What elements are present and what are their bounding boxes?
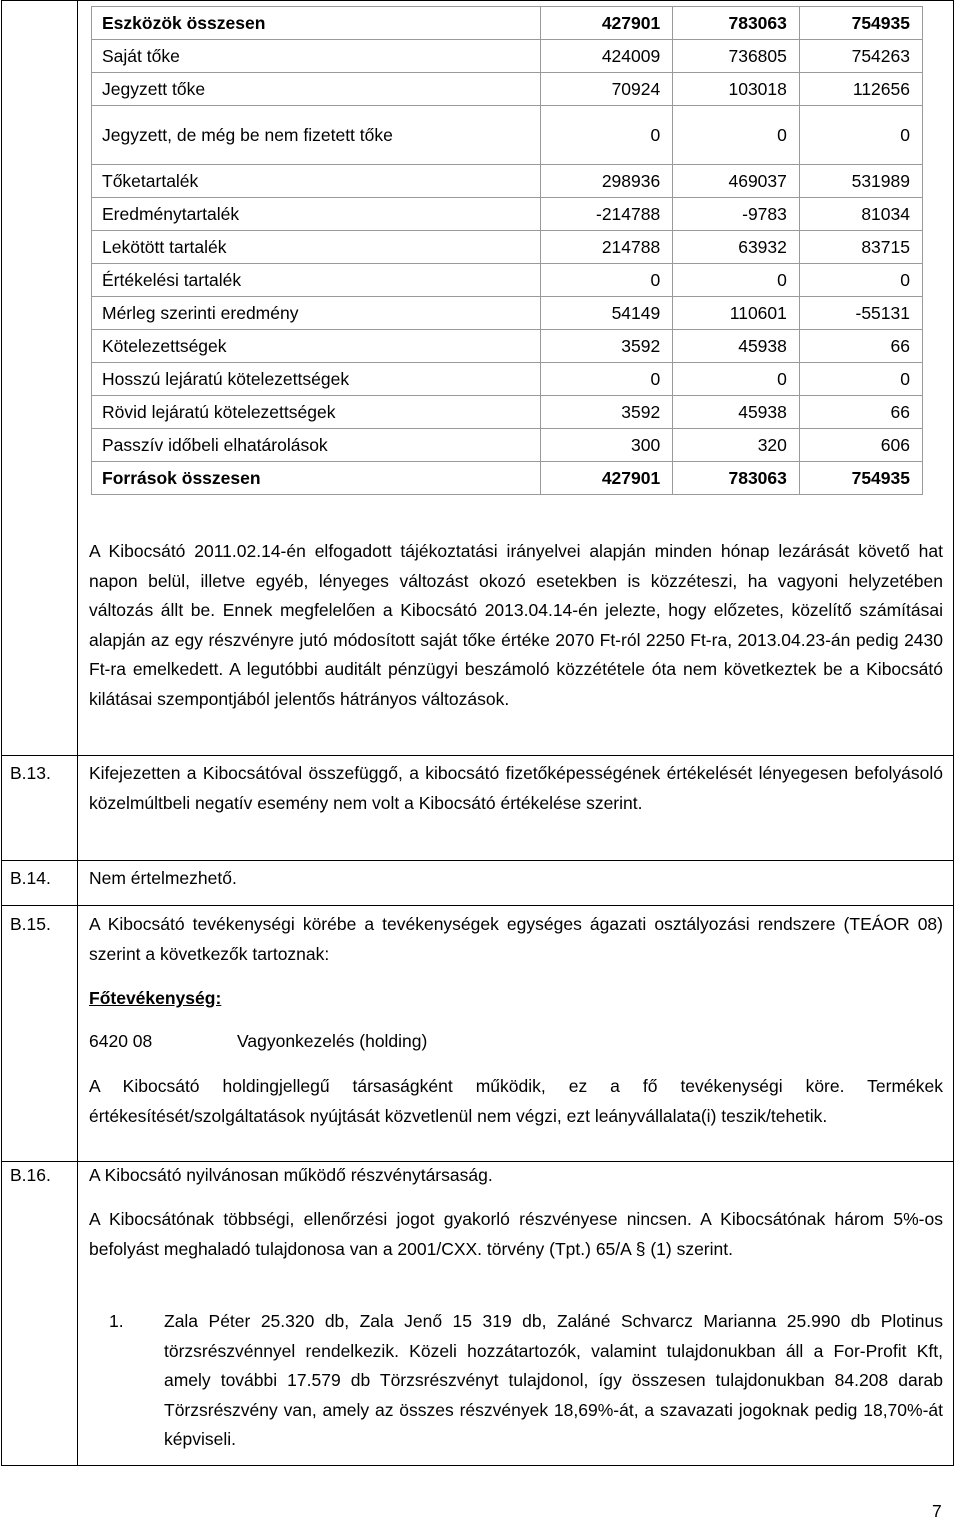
table-row — [92, 330, 923, 363]
cell-value-2: 0 — [673, 106, 800, 165]
cell-value-2: 45938 — [673, 330, 800, 363]
b16-text: A Kibocsátó nyilvánosan működő részvénytársaság. — [89, 1165, 493, 1185]
b13-text: Kifejezetten a Kibocsátóval összefüggő, a kibocsátó fizetőképességének értékelését lényegesen befolyásoló közelmúltbeli negatív esemény nem volt a Kibocsátó értékelése szerint. — [89, 763, 943, 813]
b13-label: B.13. — [10, 763, 51, 783]
cell-value-2: -9783 — [673, 198, 800, 231]
cell-value-3: 83715 — [799, 231, 922, 264]
table-row — [92, 297, 923, 330]
activity-code: 6420 08 — [89, 1031, 153, 1051]
table-row — [92, 198, 923, 231]
table-row — [92, 106, 923, 165]
cell-value-2: 63932 — [673, 231, 800, 264]
b15-text: A Kibocsátó tevékenységi körébe a tevékenységek egységes ágazati osztályozási rendszere (TEÁOR 08) szerint a következők tartoznak: — [89, 914, 943, 964]
cell-value-1: 298936 — [541, 165, 673, 198]
cell-label: Mérleg szerinti eredmény — [92, 297, 541, 330]
b15-main-activity-heading: Főtevékenység: — [89, 988, 222, 1008]
cell-value-1: 70924 — [541, 73, 673, 106]
table-row — [92, 73, 923, 106]
cell-value-1: 424009 — [541, 40, 673, 73]
cell-value-3: 0 — [799, 106, 922, 165]
list-item-number: 1. — [109, 1311, 124, 1331]
cell-value-1: 0 — [541, 106, 673, 165]
cell-value-3: 754263 — [799, 40, 922, 73]
cell-value-1: 214788 — [541, 231, 673, 264]
cell-label: Lekötött tartalék — [92, 231, 541, 264]
cell-value-1: -214788 — [541, 198, 673, 231]
column-divider — [77, 0, 78, 1466]
cell-label: Kötelezettségek — [92, 330, 541, 363]
intro-paragraph: A Kibocsátó 2011.02.14-én elfogadott tájékoztatási irányelvei alapján minden hónap lezárását követő hat napon belül, illetve egyéb, lényeges változást okozó esetekben is közzéteszi, ha vagyoni helyzetében változás állt be. Ennek megfelelően a Kibocsátó 2013.04.14-én jelezte, hogy előzetes, közelítő számításai alapján az egy részvényre jutó módosított saját tőke értéke 2070 Ft-ról 2250 Ft-ra, 2013.04.23-án pedig 2430 Ft-ra emelkedett. A legutóbbi auditált pénzügyi beszámoló közzététele óta nem következtek be a Kibocsátó kilátásai szempontjából jelentős hátrányos változások. — [89, 541, 943, 709]
cell-value-3: 0 — [799, 264, 922, 297]
cell-value-2: 783063 — [673, 7, 800, 40]
cell-label: Eszközök összesen — [92, 7, 541, 40]
cell-value-1: 0 — [541, 264, 673, 297]
cell-value-1: 427901 — [541, 462, 673, 495]
cell-value-3: -55131 — [799, 297, 922, 330]
cell-value-1: 300 — [541, 429, 673, 462]
cell-label: Saját tőke — [92, 40, 541, 73]
cell-value-3: 66 — [799, 330, 922, 363]
table-row — [92, 363, 923, 396]
table-row — [92, 264, 923, 297]
b16-text-2: A Kibocsátónak többségi, ellenőrzési jogot gyakorló részvényese nincsen. A Kibocsátónak három 5%-os befolyást meghaladó tulajdonosa van a 2001/CXX. törvény (Tpt.) 65/A § (1) szerint. — [89, 1209, 943, 1259]
cell-label: Passzív időbeli elhatárolások — [92, 429, 541, 462]
cell-value-1: 54149 — [541, 297, 673, 330]
cell-label: Eredménytartalék — [92, 198, 541, 231]
cell-value-3: 112656 — [799, 73, 922, 106]
cell-value-3: 531989 — [799, 165, 922, 198]
cell-value-1: 3592 — [541, 330, 673, 363]
cell-value-2: 783063 — [673, 462, 800, 495]
cell-value-3: 81034 — [799, 198, 922, 231]
cell-value-2: 320 — [673, 429, 800, 462]
cell-value-2: 110601 — [673, 297, 800, 330]
b15-text-2: A Kibocsátó holdingjellegű társaságként működik, ez a fő tevékenységi köre. Termékek értékesítését/szolgáltatások nyújtását közvetlenül nem végzi, ezt leányvállalata(i) teszik/tehetik. — [89, 1076, 943, 1126]
list-item-text: Zala Péter 25.320 db, Zala Jenő 15 319 db, Zaláné Schvarcz Marianna 25.990 db Plotinus törzsrészvénnyel rendelkezik. Közeli hozzátartozók, valamint tulajdonukban áll a For-Profit Kft, amely további 17.579 db Törzsrészvényt tulajdonol, így összesen tulajdonukban 84.208 darab Törzsrészvény van, amely az összes részvények 18,69%-át, a szavazati jogoknak pedig 18,70%-át képviseli. — [164, 1311, 943, 1449]
activity-description: Vagyonkezelés (holding) — [237, 1031, 428, 1051]
cell-label: Rövid lejáratú kötelezettségek — [92, 396, 541, 429]
cell-label: Értékelési tartalék — [92, 264, 541, 297]
cell-label: Jegyzett, de még be nem fizetett tőke — [92, 106, 541, 165]
b16-label: B.16. — [10, 1165, 51, 1185]
b15-activity-code-row — [89, 1031, 428, 1052]
cell-value-3: 606 — [799, 429, 922, 462]
page-number: 7 — [932, 1501, 942, 1521]
table-row — [92, 462, 923, 495]
cell-value-3: 0 — [799, 363, 922, 396]
table-row — [92, 40, 923, 73]
cell-value-2: 45938 — [673, 396, 800, 429]
b16-list-item — [109, 1307, 943, 1455]
cell-value-2: 0 — [673, 264, 800, 297]
cell-label: Jegyzett tőke — [92, 73, 541, 106]
table-row — [92, 429, 923, 462]
table-row — [92, 231, 923, 264]
cell-label: Hosszú lejáratú kötelezettségek — [92, 363, 541, 396]
cell-value-3: 754935 — [799, 7, 922, 40]
cell-value-2: 736805 — [673, 40, 800, 73]
b15-label: B.15. — [10, 914, 51, 934]
row-divider-b14 — [1, 860, 954, 861]
b14-text: Nem értelmezhető. — [89, 868, 237, 888]
cell-label: Tőketartalék — [92, 165, 541, 198]
b14-label: B.14. — [10, 868, 51, 888]
cell-label: Források összesen — [92, 462, 541, 495]
table-row — [92, 165, 923, 198]
cell-value-2: 103018 — [673, 73, 800, 106]
financial-table — [91, 6, 923, 495]
cell-value-3: 66 — [799, 396, 922, 429]
cell-value-1: 0 — [541, 363, 673, 396]
cell-value-2: 0 — [673, 363, 800, 396]
table-row — [92, 7, 923, 40]
cell-value-2: 469037 — [673, 165, 800, 198]
row-divider-b13 — [1, 755, 954, 756]
cell-value-1: 3592 — [541, 396, 673, 429]
table-row — [92, 396, 923, 429]
cell-value-3: 754935 — [799, 462, 922, 495]
row-divider-b15 — [1, 905, 954, 906]
cell-value-1: 427901 — [541, 7, 673, 40]
